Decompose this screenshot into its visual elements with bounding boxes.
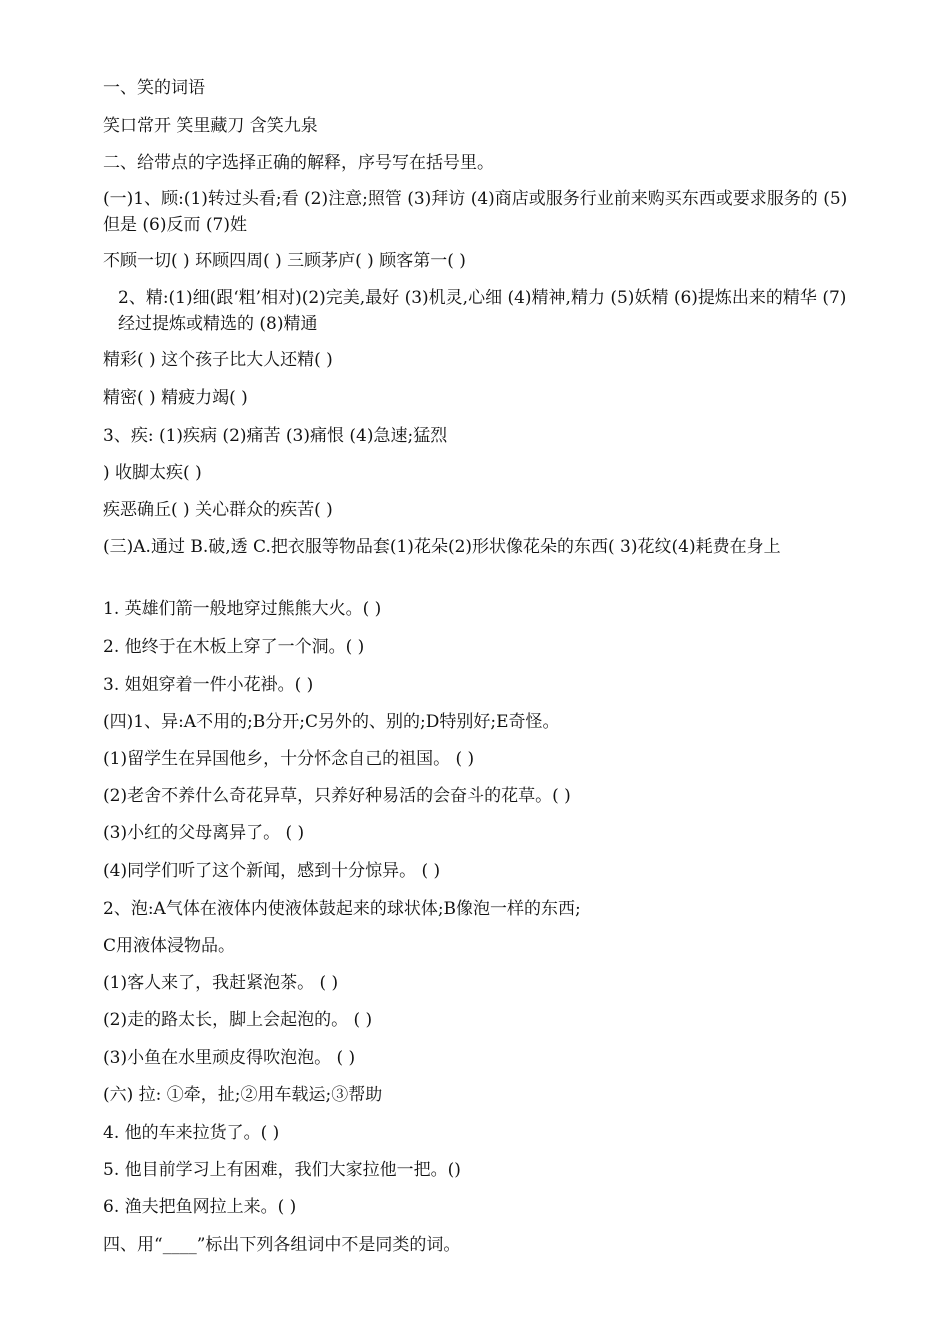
la-question-4: 4. 他的车来拉货了。( )	[103, 1123, 280, 1143]
chuan-question-2: 2. 他终于在木板上穿了一个洞。( )	[103, 637, 365, 657]
chuan-question-1: 1. 英雄们箭一般地穿过熊熊大火。( )	[103, 599, 382, 619]
yi-question-1: (1)留学生在异国他乡，十分怀念自己的祖国。 ( )	[103, 749, 475, 769]
chuan-definitions: (三)A.通过 B.破,透 C.把衣服等物品套(1)花朵(2)形状像花朵的东西( 3)花纹(4)耗费在身上	[103, 537, 781, 557]
section-2-heading: 二、给带点的字选择正确的解释，序号写在括号里。	[103, 153, 494, 173]
section-4-heading: 四、用“____”标出下列各组词中不是同类的词。	[103, 1235, 461, 1255]
pao-question-1: (1)客人来了，我赶紧泡茶。 ( )	[103, 973, 339, 993]
ji-definitions: 3、疾: (1)疾病 (2)痛苦 (3)痛恨 (4)急速;猛烈	[103, 426, 448, 446]
pao-question-2: (2)走的路太长，脚上会起泡的。 ( )	[103, 1010, 373, 1030]
la-definitions: (六) 拉: ①牵，扯;②用车载运;③帮助	[103, 1085, 383, 1105]
la-question-6: 6. 渔夫把鱼网拉上来。( )	[103, 1197, 297, 1217]
jing-definitions: 2、精:(1)细(跟‘粗’相对)(2)完美,最好 (3)机灵,心细 (4)精神,精力 (5)妖精 (6)提炼出来的精华 (7)经过提炼或精选的 (8)精通	[118, 288, 847, 334]
gu-questions: 不顾一切( ) 环顾四周( ) 三顾茅庐( ) 顾客第一( )	[103, 251, 466, 271]
yi-question-3: (3)小红的父母离异了。 ( )	[103, 823, 305, 843]
jing-questions-1: 精彩( ) 这个孩子比大人还精( )	[103, 350, 333, 370]
ji-questions-1: ) 收脚太疾( )	[103, 463, 202, 483]
la-question-5: 5. 他目前学习上有困难，我们大家拉他一把。()	[103, 1160, 461, 1180]
pao-definitions-1: 2、泡:A气体在液体内使液体鼓起来的球状体;B像泡一样的东西;	[103, 899, 581, 919]
ji-questions-2: 疾恶确丘( ) 关心群众的疾苦( )	[103, 500, 333, 520]
laugh-words-list: 笑口常开 笑里藏刀 含笑九泉	[103, 116, 318, 136]
pao-question-3: (3)小鱼在水里顽皮得吹泡泡。 ( )	[103, 1048, 356, 1068]
pao-definitions-2: C用液体浸物品。	[103, 936, 236, 956]
heading-laugh-words: 一、笑的词语	[103, 78, 205, 98]
jing-questions-2: 精密( ) 精疲力竭( )	[103, 388, 248, 408]
chuan-question-3: 3. 姐姐穿着一件小花褂。( )	[103, 675, 314, 695]
yi-question-4: (4)同学们听了这个新闻，感到十分惊异。 ( )	[103, 861, 441, 881]
yi-definitions: (四)1、异:A不用的;B分开;C另外的、别的;D特别好;E奇怪。	[103, 712, 560, 732]
gu-definitions: (一)1、顾:(1)转过头看;看 (2)注意;照管 (3)拜访 (4)商店或服务行业前来购买东西或要求服务的 (5)但是 (6)反而 (7)姓	[103, 189, 848, 235]
yi-question-2: (2)老舍不养什么奇花异草，只养好种易活的会奋斗的花草。( )	[103, 786, 571, 806]
